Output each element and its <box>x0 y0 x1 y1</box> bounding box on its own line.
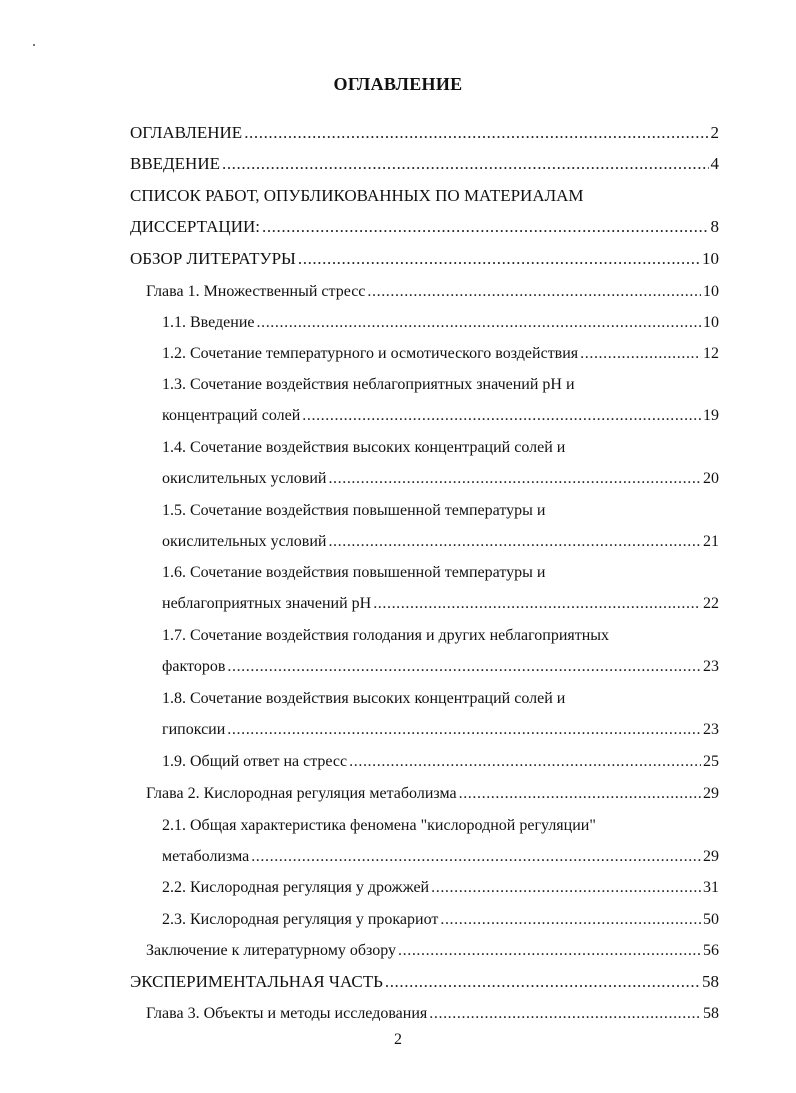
toc-entry[interactable] <box>162 593 719 615</box>
toc-entry-label: неблагоприятных значений pH <box>162 595 372 612</box>
toc-entry-page: 23 <box>703 721 719 738</box>
toc-entry[interactable] <box>162 751 719 773</box>
toc-entry-page: 10 <box>703 314 719 331</box>
toc-entry-page: 58 <box>703 1005 719 1022</box>
toc-entry-label: ЭКСПЕРИМЕНТАЛЬНАЯ ЧАСТЬ <box>130 972 383 991</box>
toc-entry[interactable] <box>146 783 719 805</box>
toc-entry[interactable] <box>146 940 719 962</box>
toc-entry[interactable] <box>162 405 719 427</box>
toc-entry-label: ОБЗОР ЛИТЕРАТУРЫ <box>130 249 296 268</box>
toc-leader <box>227 656 701 678</box>
toc-entry-page: 23 <box>703 658 719 675</box>
toc-entry-page: 8 <box>710 217 719 236</box>
toc-entry[interactable] <box>130 122 719 144</box>
toc-entry[interactable] <box>162 656 719 678</box>
toc-entry[interactable] <box>146 281 719 303</box>
toc-entry-page: 10 <box>702 249 719 268</box>
toc-leader <box>244 122 708 144</box>
toc-entry-page: 31 <box>703 879 719 896</box>
toc-entry-label: метаболизма <box>162 848 250 865</box>
toc-entry-label: 1.2. Сочетание температурного и осмотического воздействия <box>162 345 579 362</box>
toc-entry-label: Глава 3. Объекты и методы исследования <box>146 1005 428 1022</box>
toc-entry-label-line1[interactable]: 1.7. Сочетание воздействия голодания и других неблагоприятных <box>162 627 610 644</box>
toc-entry-label-line1[interactable]: 1.4. Сочетание воздействия высоких концентраций солей и <box>162 439 566 456</box>
toc-entry-label-line1[interactable]: 2.1. Общая характеристика феномена "кислородной регуляции" <box>162 817 596 834</box>
toc-leader <box>429 1003 701 1025</box>
toc-entry-label: 2.3. Кислородная регуляция у прокариот <box>162 911 439 928</box>
toc-leader <box>257 312 702 334</box>
toc-leader <box>302 405 701 427</box>
toc-entry-label-line1[interactable]: 1.8. Сочетание воздействия высоких концентраций солей и <box>162 690 566 707</box>
toc-entry-label: Глава 2. Кислородная регуляция метаболизма <box>146 785 457 802</box>
toc-entry[interactable] <box>130 216 719 238</box>
toc-leader <box>373 593 701 615</box>
toc-entry[interactable] <box>162 719 719 741</box>
toc-entry[interactable] <box>162 846 719 868</box>
toc-entry-label: 1.9. Общий ответ на стресс <box>162 753 348 770</box>
toc-entry-label: гипоксии <box>162 721 226 738</box>
toc-entry-page: 20 <box>703 470 719 487</box>
toc-leader <box>385 971 700 993</box>
toc-entry-label: окислительных условий <box>162 470 327 487</box>
toc-entry-page: 4 <box>710 154 719 173</box>
toc-entry[interactable] <box>130 153 719 175</box>
toc-entry-page: 12 <box>703 345 719 362</box>
toc-entry-page: 29 <box>703 848 719 865</box>
toc-entry-page: 56 <box>703 942 719 959</box>
toc-entry-label: окислительных условий <box>162 533 327 550</box>
toc-leader <box>262 216 709 238</box>
toc-entry[interactable] <box>162 531 719 553</box>
toc-leader <box>251 846 701 868</box>
page-title: ОГЛАВЛЕНИЕ <box>333 74 463 94</box>
toc-leader <box>459 783 701 805</box>
toc-entry-page: 50 <box>703 911 719 928</box>
toc-entry-label-line1[interactable]: 1.3. Сочетание воздействия неблагоприятных значений pH и <box>162 376 575 393</box>
toc-entry-label: ОГЛАВЛЕНИЕ <box>130 123 243 142</box>
toc-entry-page: 2 <box>710 123 719 142</box>
toc-leader <box>367 281 701 303</box>
toc-entry[interactable] <box>162 468 719 490</box>
toc-entry[interactable] <box>162 312 719 334</box>
toc-entry-label-line1[interactable]: СПИСОК РАБОТ, ОПУБЛИКОВАННЫХ ПО МАТЕРИАЛАМ <box>130 186 584 205</box>
toc-entry[interactable] <box>162 877 719 899</box>
toc-entry-page: 29 <box>703 785 719 802</box>
toc-entry-label: Заключение к литературному обзору <box>146 942 397 959</box>
toc-entry-label-line1[interactable]: 1.5. Сочетание воздействия повышенной температуры и <box>162 502 546 519</box>
toc-leader <box>227 719 701 741</box>
toc-entry[interactable] <box>162 343 719 365</box>
toc-entry[interactable] <box>130 248 719 270</box>
toc-entry-label: 1.1. Введение <box>162 314 255 331</box>
toc-entry-label: концентраций солей <box>162 407 301 424</box>
toc-leader <box>298 248 700 270</box>
toc-entry-label: Глава 1. Множественный стресс <box>146 283 366 300</box>
toc-entry-page: 10 <box>703 283 719 300</box>
toc-leader <box>328 468 701 490</box>
toc-leader <box>328 531 701 553</box>
toc-entry-page: 58 <box>702 972 719 991</box>
toc-entry-page: 19 <box>703 407 719 424</box>
toc-leader <box>398 940 701 962</box>
toc-entry-label: ВВЕДЕНИЕ <box>130 154 220 173</box>
toc-leader <box>440 909 701 931</box>
toc-leader <box>431 877 701 899</box>
toc-leader <box>349 751 701 773</box>
toc-entry-page: 21 <box>703 533 719 550</box>
toc-leader <box>222 153 709 175</box>
toc-entry[interactable] <box>162 909 719 931</box>
toc-entry-page: 22 <box>703 595 719 612</box>
toc-entry[interactable] <box>130 971 719 993</box>
toc-leader <box>580 343 701 365</box>
toc-entry-page: 25 <box>703 753 719 770</box>
page-number: 2 <box>394 1031 402 1048</box>
toc-entry[interactable] <box>146 1003 719 1025</box>
toc-entry-label: ДИССЕРТАЦИИ: <box>130 217 260 236</box>
toc-entry-label-line1[interactable]: 1.6. Сочетание воздействия повышенной температуры и <box>162 564 546 581</box>
toc-entry-label: 2.2. Кислородная регуляция у дрожжей <box>162 879 430 896</box>
toc-entry-label: факторов <box>162 658 226 675</box>
